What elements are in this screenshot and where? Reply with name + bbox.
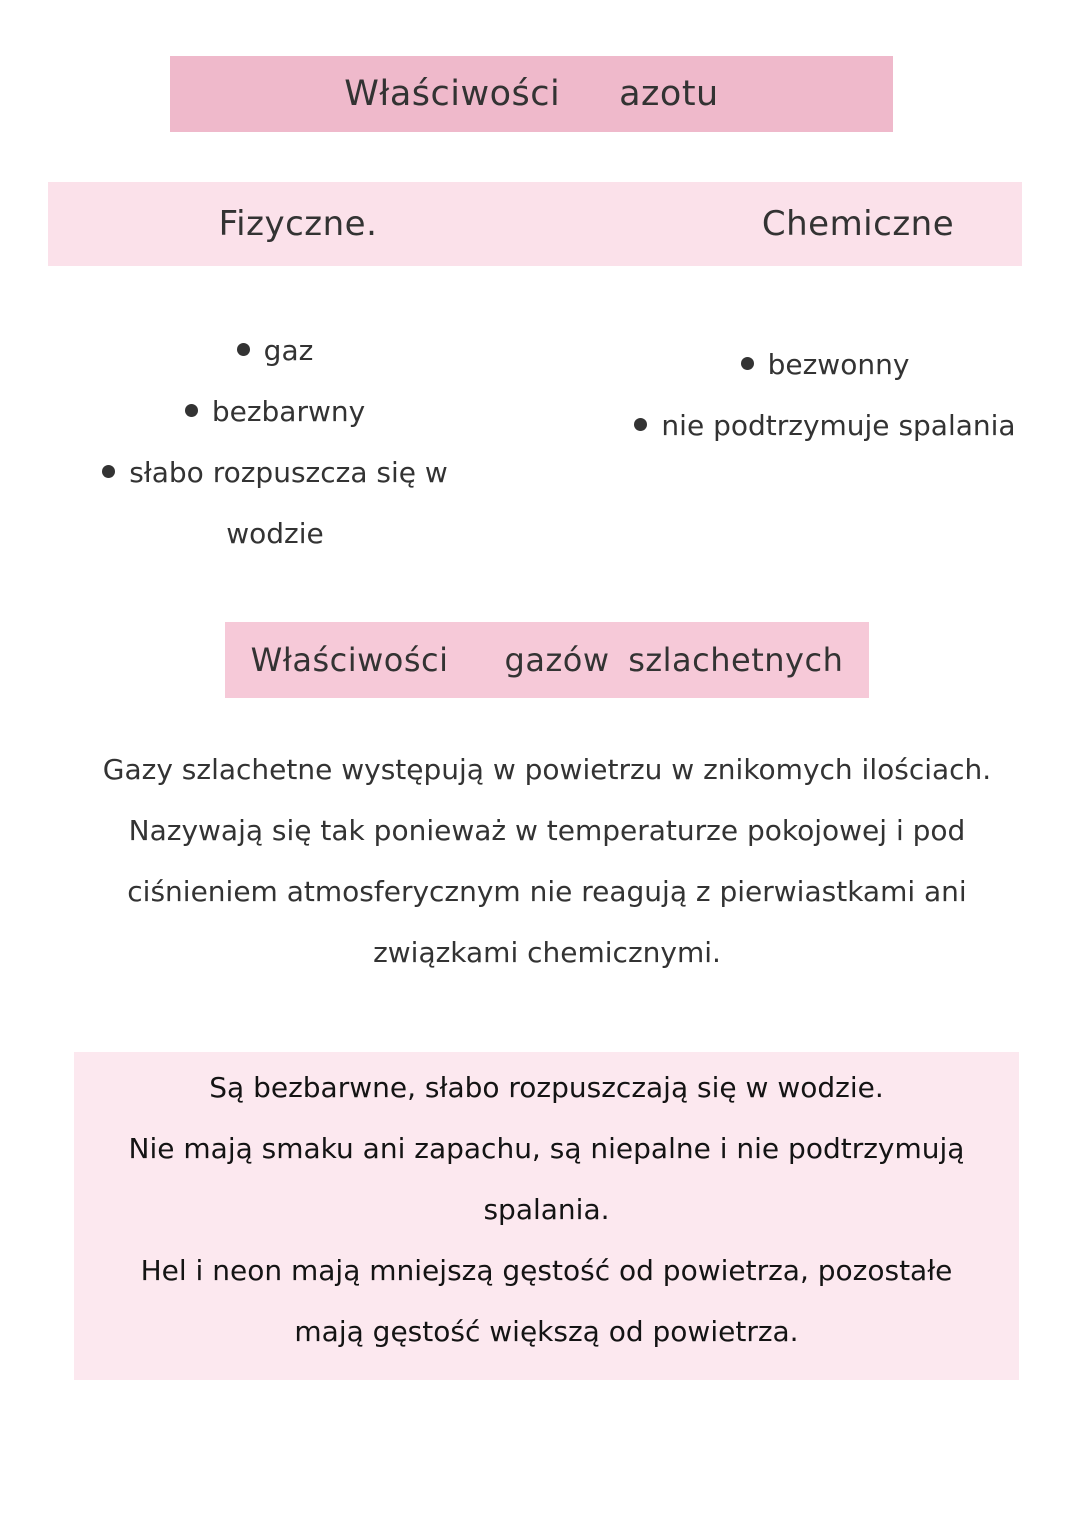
properties-line: Nie mają smaku ani zapachu, są niepalne i nie podtrzymują — [128, 1132, 965, 1165]
list-item-continuation: wodzie — [226, 517, 324, 550]
intro-line: ciśnieniem atmosferycznym nie reagują z pierwiastkami ani — [127, 875, 967, 908]
list-item: słabo rozpuszcza się w — [70, 442, 480, 503]
chemical-properties-list — [600, 334, 1050, 456]
list-item: nie podtrzymuje spalania — [600, 395, 1050, 456]
noble-gases-properties-text — [84, 1057, 1009, 1362]
noble-gases-properties-box — [74, 1052, 1019, 1380]
bullet-icon — [185, 404, 198, 417]
physical-heading: Fizyczne. — [218, 204, 378, 244]
bullet-icon — [634, 418, 647, 431]
list-item: bezwonny — [600, 334, 1050, 395]
properties-line: Hel i neon mają mniejszą gęstość od powietrza, pozostałe — [140, 1254, 953, 1287]
bullet-icon — [741, 357, 754, 370]
intro-line: Gazy szlachetne występują w powietrzu w znikomych ilościach. — [102, 753, 992, 786]
noble-gases-intro — [58, 739, 1036, 983]
nitrogen-title: Właściwości azotu — [170, 56, 893, 132]
physical-properties-list — [70, 320, 480, 564]
properties-line: mają gęstość większą od powietrza. — [294, 1315, 799, 1348]
list-item: gaz — [70, 320, 480, 381]
intro-line: Nazywają się tak ponieważ w temperaturze pokojowej i pod — [128, 814, 966, 847]
chemical-heading: Chemiczne — [761, 204, 955, 244]
bullet-icon — [102, 465, 115, 478]
properties-line: Są bezbarwne, słabo rozpuszczają się w wodzie. — [209, 1071, 884, 1104]
properties-line: spalania. — [483, 1193, 610, 1226]
intro-line: związkami chemicznymi. — [373, 936, 721, 969]
categories-bar — [48, 182, 1022, 266]
list-item: bezbarwny — [70, 381, 480, 442]
noble-gases-title: Właściwości gazów szlachetnych — [225, 622, 869, 698]
bullet-icon — [237, 343, 250, 356]
